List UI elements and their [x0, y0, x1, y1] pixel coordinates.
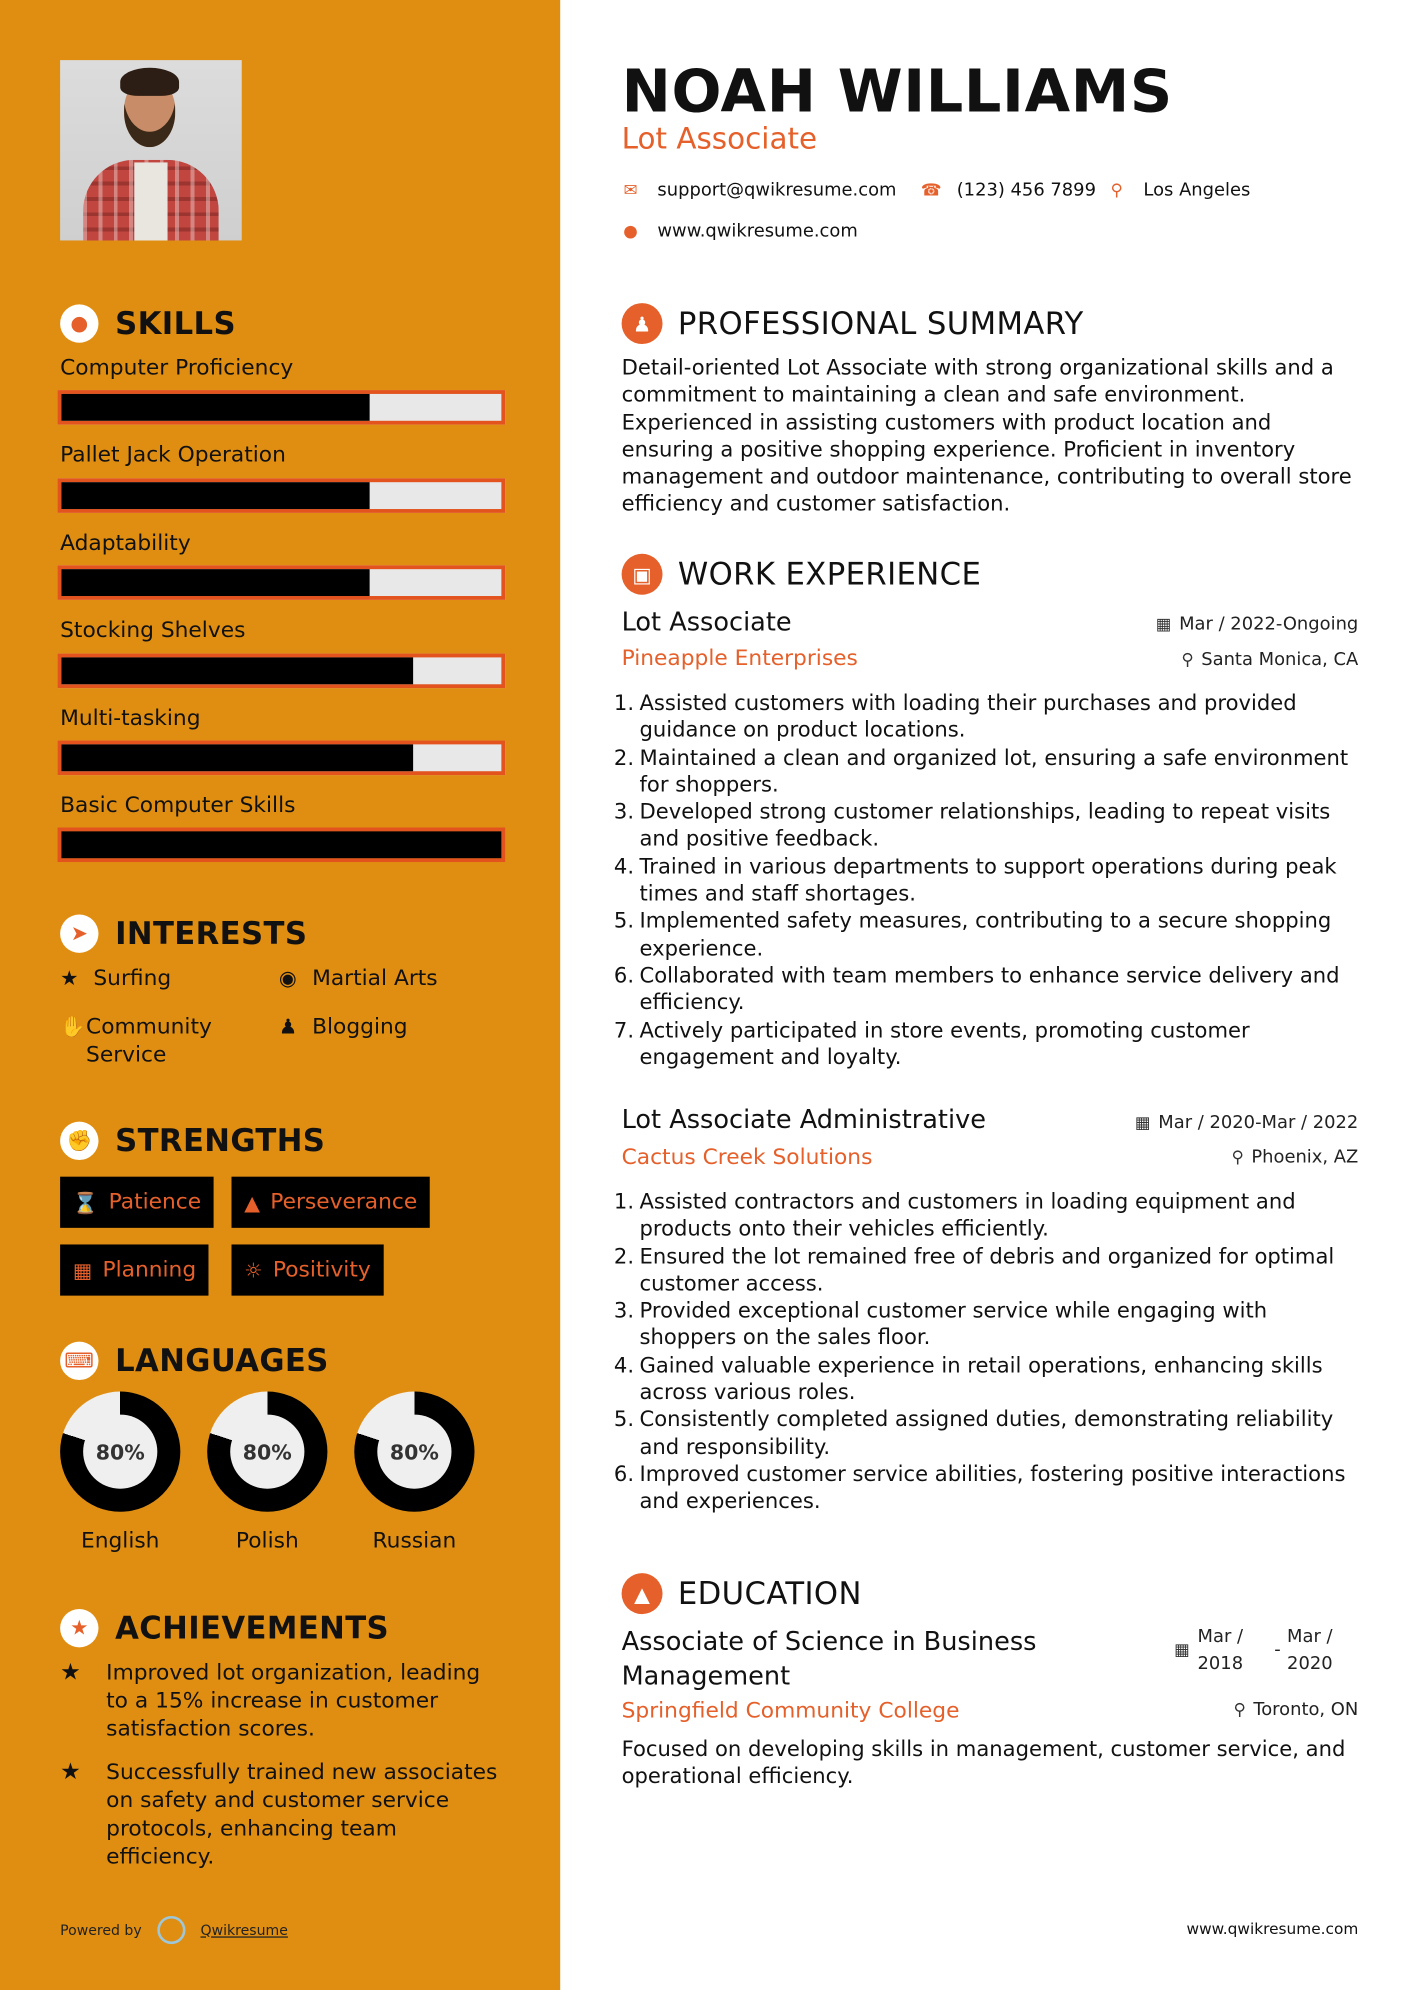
job-company: Cactus Creek Solutions	[621, 1144, 873, 1171]
list-item: 6. Collaborated with team members to enhance service delivery and efficiency.	[613, 963, 1340, 1015]
graduation-cap-icon: ▲	[622, 1573, 663, 1614]
interests-title: INTERESTS	[115, 915, 308, 952]
education-heading	[622, 1573, 862, 1614]
job-title: Lot Associate	[621, 606, 792, 637]
job-bullets	[614, 689, 1369, 1070]
hand-icon: ✋	[60, 1014, 86, 1039]
skill-bar	[58, 478, 506, 513]
skill-bar-fill	[61, 569, 369, 596]
powered-by: Powered by Qwikresume	[60, 1916, 288, 1944]
users-icon: ♟	[278, 1014, 298, 1039]
list-item: 4. Gained valuable experience in retail operations, enhancing skills across various roles.	[613, 1352, 1323, 1405]
job-location: ⚲ Phoenix, AZ	[1231, 1147, 1359, 1168]
candidate-name: NOAH WILLIAMS	[621, 56, 1173, 126]
calendar-icon: ▦	[1155, 614, 1172, 634]
globe-icon: ●	[623, 221, 638, 242]
languages-heading	[60, 1342, 329, 1380]
skill-name: Pallet Jack Operation	[60, 442, 286, 469]
achievement-item: ★ Improved lot organization, leading to a 15% increase in customer satisfaction scores.	[60, 1658, 481, 1742]
list-item: 2. Ensured the lot remained free of debris and organized for optimal customer access.	[613, 1243, 1335, 1296]
skill-bar-fill	[61, 831, 501, 858]
language-percent: 80%	[377, 1415, 451, 1489]
calendar-icon: ▦	[72, 1257, 93, 1283]
summary-text: Detail-oriented Lot Associate with strong organizational skills and a commitment to maintaining a clean and safe environment. Experienced in assisting customers with product location and ensuring a positive shopping experience. Proficient in inventory management and outdoor maintenance, contributing to overall store efficiency and customer satisfaction.	[621, 355, 1352, 517]
globe-icon: ◉	[278, 965, 297, 990]
skill-bar	[58, 828, 506, 863]
job-bullets	[614, 1188, 1369, 1515]
pin-icon: ⚲	[1233, 1700, 1246, 1720]
job-title: Lot Associate Administrative	[621, 1103, 986, 1135]
achievements-heading	[60, 1609, 389, 1647]
education-description: Focused on developing skills in management, customer service, and operational efficiency.	[621, 1736, 1346, 1789]
skills-title: SKILLS	[115, 305, 236, 342]
contact-website[interactable]: ● www.qwikresume.com	[623, 221, 858, 242]
sidebar	[0, 0, 560, 1990]
language-ring	[354, 1392, 474, 1512]
language-ring	[207, 1392, 327, 1512]
interest-item: ✋ Community Service	[60, 1014, 212, 1068]
candidate-role: Lot Associate	[621, 122, 818, 157]
lightbulb-icon: ●	[60, 304, 98, 342]
achievements-title: ACHIEVEMENTS	[115, 1610, 390, 1647]
language-icon: ⌨	[60, 1342, 98, 1380]
calendar-icon: ▦	[1134, 1113, 1151, 1133]
language-percent: 80%	[83, 1415, 157, 1489]
language-name: Polish	[235, 1528, 299, 1554]
skill-bar-fill	[61, 482, 369, 509]
profile-photo	[60, 60, 242, 240]
experience-title: WORK EXPERIENCE	[677, 556, 982, 593]
paper-plane-icon: ➤	[60, 914, 98, 952]
experience-heading	[622, 554, 982, 595]
star-icon: ★	[60, 1658, 81, 1686]
job-dates: ▦ Mar / 2020-Mar / 2022	[1134, 1112, 1359, 1134]
contact-email[interactable]: ✉ support@qwikresume.com	[623, 180, 897, 201]
briefcase-icon: ▣	[622, 554, 663, 595]
list-item: 4. Trained in various departments to support operations during peak times and staff shortages.	[613, 854, 1337, 906]
star-badge-icon: ★	[60, 1609, 98, 1647]
hourglass-icon: ⌛	[72, 1190, 99, 1215]
contact-phone: ☎ (123) 456 7899	[920, 180, 1096, 201]
contact-location: ⚲ Los Angeles	[1108, 180, 1251, 200]
envelope-icon: ✉	[623, 180, 638, 201]
skill-bar	[58, 654, 506, 689]
strengths-heading	[60, 1122, 325, 1160]
skill-bar-fill	[61, 657, 413, 684]
job-dates: ▦ Mar / 2022-Ongoing	[1155, 613, 1359, 635]
skill-name: Adaptability	[60, 530, 191, 557]
list-item: 2. Maintained a clean and organized lot, ensuring a safe environment for shoppers.	[613, 745, 1349, 797]
skill-bar	[58, 565, 506, 600]
summary-heading	[622, 303, 1084, 344]
school-location: ⚲ Toronto, ON	[1233, 1699, 1359, 1721]
list-item: 5. Implemented safety measures, contributing to a secure shopping experience.	[613, 908, 1332, 961]
skill-bar	[58, 390, 506, 425]
interests-heading	[60, 914, 307, 952]
list-item: 1. Assisted customers with loading their purchases and provided guidance on product locations.	[613, 690, 1297, 743]
list-item: 6. Improved customer service abilities, fostering positive interactions and experiences.	[613, 1461, 1346, 1514]
strengths-title: STRENGTHS	[115, 1122, 326, 1159]
calendar-icon: ▦	[1174, 1640, 1190, 1661]
star-icon: ★	[60, 965, 79, 990]
job-company: Pineapple Enterprises	[621, 645, 858, 672]
strength-tag: ⌛ Patience	[60, 1177, 214, 1228]
skill-bar-fill	[61, 744, 413, 771]
sun-icon: ☼	[244, 1257, 263, 1283]
pin-icon: ⚲	[1181, 650, 1194, 670]
job-location: ⚲ Santa Monica, CA	[1181, 649, 1359, 671]
skill-bar	[58, 741, 506, 776]
road-icon: ▲	[244, 1190, 261, 1215]
list-item: 3. Developed strong customer relationships, leading to repeat visits and positive feedback.	[613, 799, 1331, 852]
star-icon: ★	[60, 1758, 81, 1786]
education-title: EDUCATION	[677, 1575, 862, 1612]
list-item: 7. Actively participated in store events, promoting customer engagement and loyalty.	[613, 1017, 1250, 1070]
fist-icon: ✊	[60, 1122, 98, 1160]
school-name: Springfield Community College	[621, 1698, 960, 1725]
skill-name: Stocking Shelves	[60, 617, 246, 644]
skill-name: Computer Proficiency	[60, 355, 294, 382]
phone-icon: ☎	[920, 180, 942, 201]
interest-item: ★ Surfing	[60, 965, 172, 992]
interest-item: ♟ Blogging	[278, 1014, 408, 1040]
degree-title: Associate of Science in Business Management	[621, 1625, 1037, 1691]
pin-icon: ⚲	[1231, 1147, 1244, 1168]
summary-title: PROFESSIONAL SUMMARY	[677, 305, 1084, 342]
language-name: Russian	[372, 1528, 457, 1554]
skill-bar-fill	[61, 394, 369, 421]
language-percent: 80%	[230, 1415, 304, 1489]
list-item: 3. Provided exceptional customer service while engaging with shoppers on the sales floor.	[613, 1298, 1268, 1350]
education-dates: ▦ Mar / 2018 - Mar / 2020	[1174, 1624, 1333, 1678]
languages-title: LANGUAGES	[115, 1342, 329, 1379]
strength-tag: ▦ Planning	[60, 1244, 209, 1295]
achievement-item: ★ Successfully trained new associates on safety and customer service protocols, enhancing team efficiency.	[60, 1758, 498, 1870]
interest-item: ◉ Martial Arts	[278, 965, 438, 992]
strength-tag: ☼ Positivity	[231, 1244, 383, 1295]
brand-link[interactable]: Qwikresume	[200, 1921, 288, 1939]
qwikresume-logo-icon	[157, 1916, 185, 1944]
list-item: 5. Consistently completed assigned duties, demonstrating reliability and responsibility.	[613, 1407, 1334, 1459]
user-icon: ♟	[622, 303, 663, 344]
skill-name: Multi-tasking	[60, 706, 201, 732]
language-ring	[60, 1392, 180, 1512]
footer-url[interactable]: www.qwikresume.com	[1186, 1919, 1359, 1938]
skill-name: Basic Computer Skills	[60, 792, 296, 819]
list-item: 1. Assisted contractors and customers in loading equipment and products onto their vehicles efficiently.	[613, 1189, 1296, 1242]
map-pin-icon: ⚲	[1110, 180, 1123, 201]
language-name: English	[80, 1528, 160, 1554]
strength-tag: ▲ Perseverance	[231, 1177, 430, 1228]
skills-heading	[60, 304, 236, 342]
